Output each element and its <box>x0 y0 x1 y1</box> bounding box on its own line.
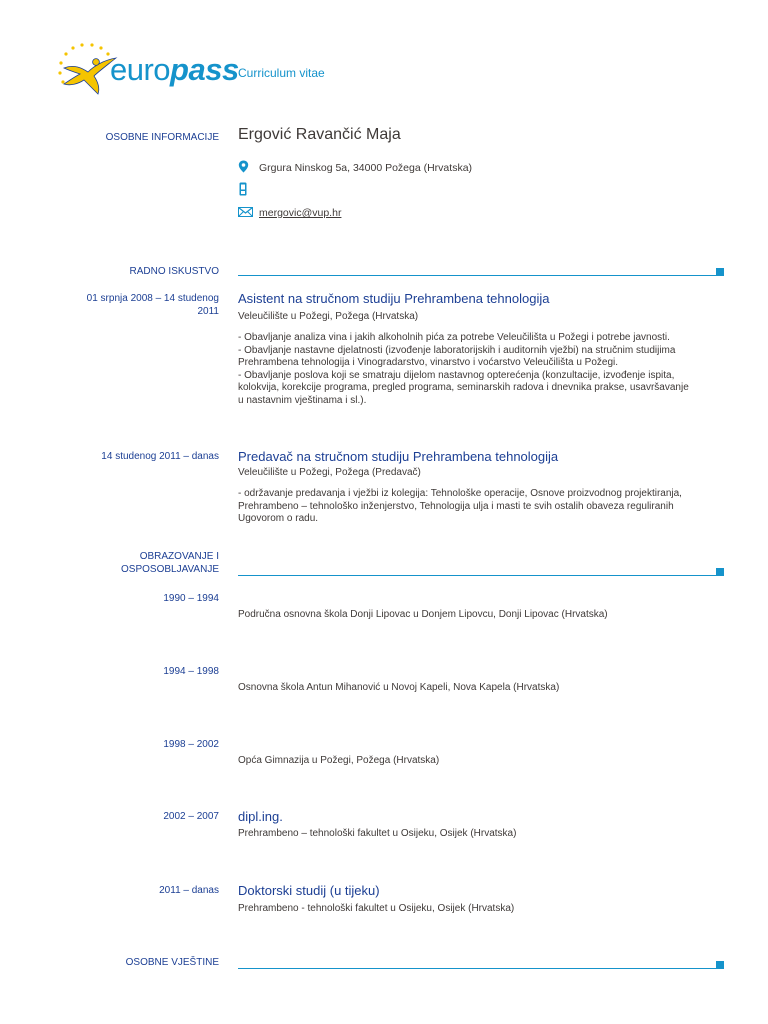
job-description: - održavanje predavanja i vježbi iz kolegija: Tehnološke operacije, Osnove proizvodnog projektiranja, Prehrambeno – tehnološko inženjerstvo, Tehnologija ulja i masti te svih ostalih obaveza reguliranih Ugovorom o radu. <box>238 488 682 525</box>
section-label-skills: OSOBNE VJEŠTINE <box>125 957 219 968</box>
mobile-phone-icon <box>238 182 254 199</box>
section-label-education: OBRAZOVANJE I OSPOSOBLJAVANJE <box>121 551 219 575</box>
section-divider <box>238 275 716 276</box>
education-date: 1994 – 1998 <box>163 666 219 677</box>
document-type-label: Curriculum vitae <box>238 66 325 80</box>
education-institution: Prehrambeno - tehnološki fakultet u Osijeku, Osijek (Hrvatska) <box>238 903 515 914</box>
education-date: 2011 – danas <box>159 885 219 896</box>
person-name: Ergović Ravančić Maja <box>238 126 401 143</box>
section-label-experience: RADNO ISKUSTVO <box>129 266 219 277</box>
education-date: 1990 – 1994 <box>163 593 219 604</box>
email-row <box>238 206 341 220</box>
phone-row <box>238 183 259 197</box>
email-link[interactable]: mergovic@vup.hr <box>259 207 342 219</box>
section-marker <box>716 568 724 576</box>
job-title: Predavač na stručnom studiju Prehrambena tehnologija <box>238 449 559 464</box>
address-text: Grgura Ninskog 5a, 34000 Požega (Hrvatska) <box>259 162 473 174</box>
section-divider <box>238 968 716 969</box>
education-title: Doktorski studij (u tijeku) <box>238 883 380 898</box>
job-description: - Obavljanje analiza vina i jakih alkoholnih pića za potrebe Veleučilišta u Požegi i potrebe javnosti. - Obavljanje nastavne djelatnosti (izvođenje laboratorijskih i auditornih vježbi) na stručnim studijima Prehrambena tehnologija i Vinogradarstvo, vinarstvo i voćarstvo Veleučilišta u Požegi. - Obavljanje poslova koji se smatraju dijelom nastavnog opterećenja (konzultacije, izvođenje ispita, kolokvija, korekcije programa, pregled programa, seminarskih radova i dnevnika prakse, usavršavanje u nastavnim vještinama i sl.). <box>238 332 689 406</box>
employer: Veleučilište u Požegi, Požega (Hrvatska) <box>238 311 419 322</box>
address-row <box>238 161 472 175</box>
education-date: 2002 – 2007 <box>163 811 219 822</box>
education-institution: Prehrambeno – tehnološki fakultet u Osijeku, Osijek (Hrvatska) <box>238 828 517 839</box>
experience-date: 01 srpnja 2008 – 14 studenog 2011 <box>86 293 219 317</box>
employer: Veleučilište u Požegi, Požega (Predavač) <box>238 467 421 478</box>
email-envelope-icon <box>238 207 254 220</box>
europass-wordmark: europass <box>110 52 239 87</box>
experience-date: 14 studenog 2011 – danas <box>101 451 219 462</box>
education-title: dipl.ing. <box>238 809 283 824</box>
section-marker <box>716 268 724 276</box>
section-marker <box>716 961 724 969</box>
section-label-personal: OSOBNE INFORMACIJE <box>105 132 219 143</box>
job-title: Asistent na stručnom studiju Prehrambena tehnologija <box>238 291 550 306</box>
education-institution: Osnovna škola Antun Mihanović u Novoj Kapeli, Nova Kapela (Hrvatska) <box>238 682 560 693</box>
education-institution: Područna osnovna škola Donji Lipovac u Donjem Lipovcu, Donji Lipovac (Hrvatska) <box>238 609 608 620</box>
section-divider <box>238 575 716 576</box>
location-pin-icon <box>238 160 254 176</box>
education-institution: Opća Gimnazija u Požegi, Požega (Hrvatska) <box>238 755 440 766</box>
education-date: 1998 – 2002 <box>163 739 219 750</box>
